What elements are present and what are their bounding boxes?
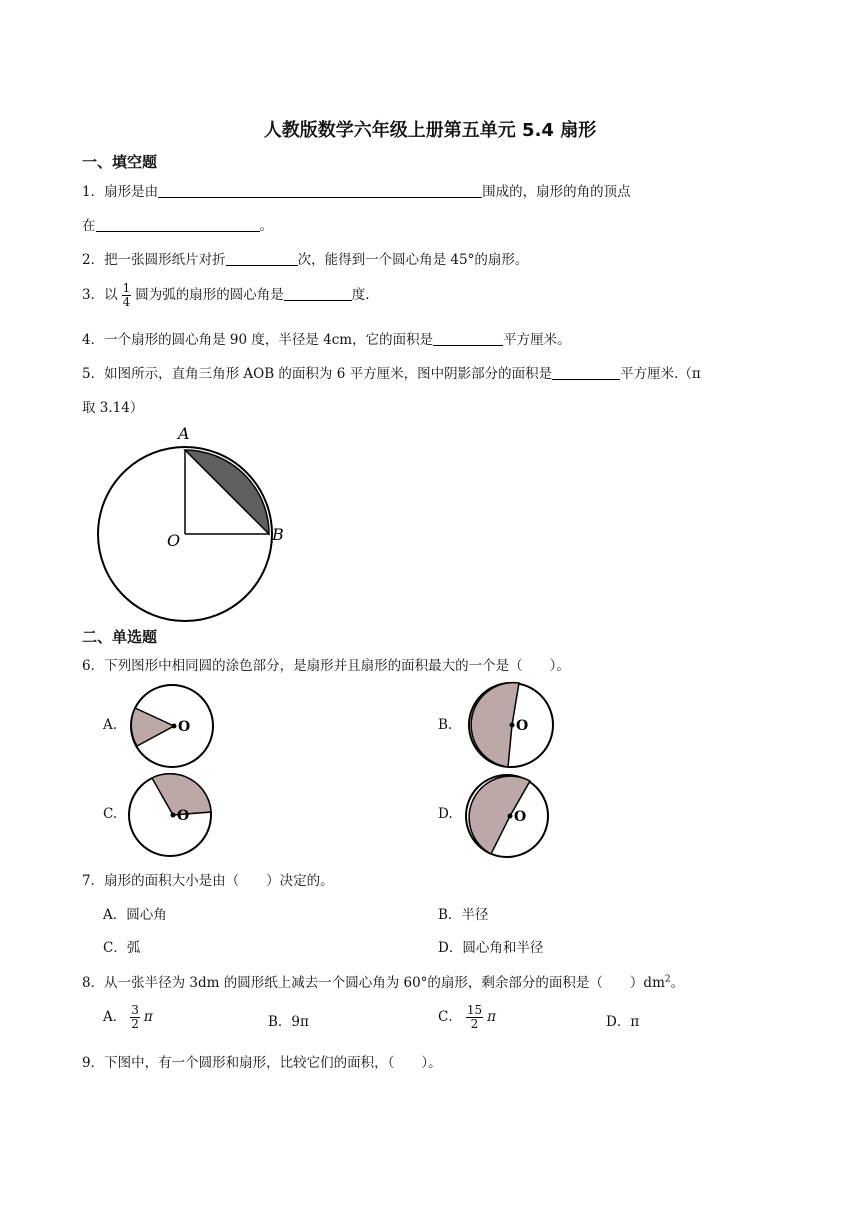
fraction — [122, 282, 132, 309]
question-2 — [82, 248, 528, 268]
question-text: 下列图形中相同圆的涂色部分，是扇形并且扇形的面积最大的一个是（ ）。 — [104, 658, 570, 674]
label-a: A — [178, 424, 190, 443]
option-a-figure — [126, 683, 216, 769]
answer-blank — [158, 183, 482, 198]
label-b: B — [272, 525, 284, 544]
center-label: O — [514, 809, 527, 825]
fraction-numerator: 15 — [466, 1003, 483, 1017]
fraction — [130, 1004, 140, 1031]
question-number: 8． — [82, 975, 105, 991]
question-4 — [82, 328, 571, 348]
option-d-label: D. — [438, 806, 453, 822]
question-number: 9． — [82, 1055, 105, 1071]
question-1 — [82, 180, 631, 200]
answer-blank — [552, 365, 620, 380]
shaded-segment — [185, 450, 269, 534]
question-8 — [82, 971, 684, 991]
fraction-denominator: 2 — [131, 1017, 139, 1031]
option-a-label: A. — [103, 717, 118, 733]
shaded-sector — [131, 708, 174, 746]
question-6 — [82, 654, 570, 674]
question-text: 如图所示，直角三角形 AOB 的面积为 6 平方厘米，图中阴影部分的面积是 — [104, 366, 553, 382]
fraction-denominator: 4 — [122, 295, 131, 309]
question-text: 。 — [670, 975, 685, 991]
question-text: 圆为弧的扇形的圆心角是 — [135, 287, 284, 303]
option-b-figure — [460, 680, 556, 772]
answer-blank — [284, 286, 352, 301]
question-number: 1． — [82, 184, 105, 200]
section-heading-single-choice: 二、单选题 — [82, 628, 158, 646]
question-number: 5． — [82, 366, 105, 382]
question-3 — [82, 282, 370, 309]
question-7 — [82, 869, 334, 889]
option-c-figure — [126, 772, 216, 858]
fraction-numerator: 3 — [131, 1003, 139, 1017]
question-5-continued: 取 3.14） — [82, 400, 144, 416]
question-text: 度. — [351, 287, 370, 303]
center-label: O — [177, 808, 190, 824]
question-text: 扇形的面积大小是由（ ）决定的。 — [104, 873, 334, 889]
question-5 — [82, 362, 701, 382]
superscript: 2 — [664, 974, 671, 985]
question-text: 以 — [104, 287, 118, 303]
answer-blank — [433, 331, 503, 346]
question-number: 4． — [82, 332, 105, 348]
answer-blank — [226, 251, 298, 266]
option-a: A．圆心角 — [103, 907, 167, 923]
question-text: 次，能得到一个圆心角是 45°的扇形。 — [297, 252, 529, 268]
option-b: B．9π — [268, 1014, 309, 1030]
fraction-numerator: 1 — [122, 281, 131, 295]
question-number: 6． — [82, 658, 105, 674]
option-b: B．半径 — [438, 907, 489, 923]
question-text: 从一张半径为 3dm 的圆形纸上减去一个圆心角为 60°的扇形，剩余部分的面积是（ ）dm — [104, 975, 665, 991]
question-text: 平方厘米.（π — [620, 366, 701, 382]
question-number: 2． — [82, 252, 105, 268]
option-d-figure — [460, 772, 556, 862]
question-number: 3． — [82, 287, 105, 303]
circle-sector-figure — [90, 420, 300, 625]
option-d: D．π — [606, 1014, 640, 1030]
option-label: C． — [438, 1009, 462, 1025]
option-b-label: B. — [438, 717, 453, 733]
pi-symbol: π — [143, 1009, 153, 1025]
question-text: 一个扇形的圆心角是 90 度，半径是 4cm，它的面积是 — [104, 332, 434, 348]
question-9 — [82, 1051, 442, 1071]
fraction — [466, 1004, 483, 1031]
center-label: O — [178, 719, 191, 735]
question-text: 。 — [259, 218, 273, 234]
question-text: 平方厘米。 — [503, 332, 571, 348]
section-heading-fill-in: 一、填空题 — [82, 153, 158, 171]
question-text: 扇形是由 — [104, 184, 159, 200]
question-text: 围成的，扇形的角的顶点 — [482, 184, 631, 200]
option-c — [438, 1004, 496, 1031]
option-d: D．圆心角和半径 — [438, 940, 544, 956]
option-a — [103, 1004, 153, 1031]
fraction-denominator: 2 — [470, 1017, 479, 1031]
option-c-label: C. — [103, 806, 118, 822]
question-text: 在 — [82, 218, 96, 234]
option-label: A． — [103, 1009, 127, 1025]
answer-blank — [96, 217, 260, 232]
question-1-continued — [82, 214, 273, 234]
question-text: 把一张圆形纸片对折 — [104, 252, 226, 268]
label-o: O — [167, 531, 181, 550]
question-text: 下图中，有一个圆形和扇形，比较它们的面积，（ ）。 — [104, 1055, 442, 1071]
option-c: C．弧 — [103, 940, 141, 956]
pi-symbol: π — [487, 1009, 496, 1025]
question-number: 7． — [82, 873, 105, 889]
center-label: O — [516, 718, 529, 734]
page-title: 人教版数学六年级上册第五单元 5.4 扇形 — [263, 120, 597, 141]
